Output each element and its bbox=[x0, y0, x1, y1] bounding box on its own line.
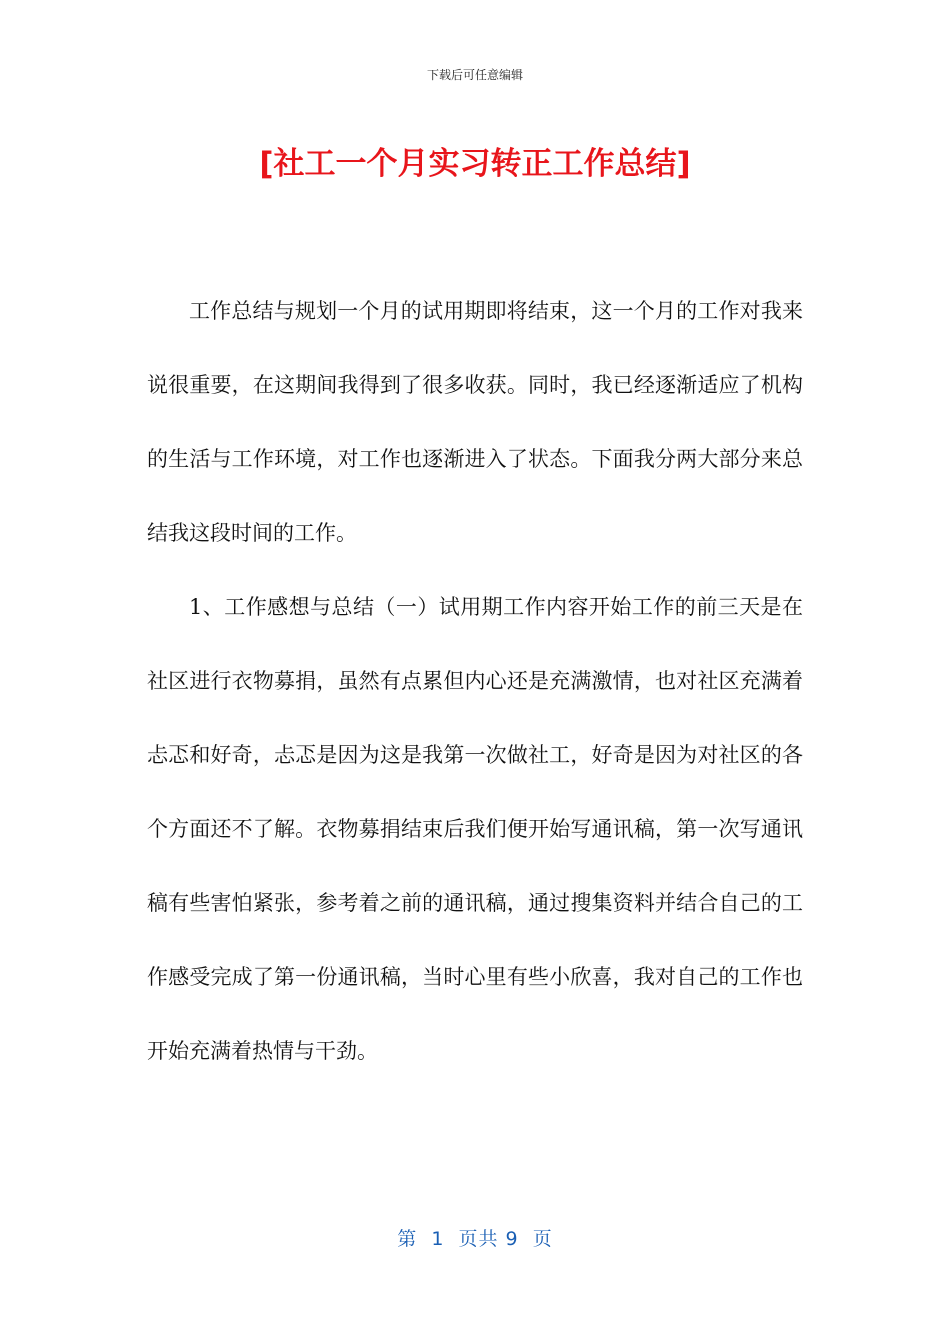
paragraph-work-reflection: 1、工作感想与总结（一）试用期工作内容开始工作的前三天是在社区进行衣物募捐，虽然有点累但内心还是充满激情，也对社区充满着忐忑和好奇，忐忑是因为这是我第一次做社工，好奇是因为对社区的各个方面还不了解。衣物募捐结束后我们便开始写通讯稿，第一次写通讯稿有些害怕紧张，参考着之前的通讯稿，通过搜集资料并结合自己的工作感受完成了第一份通讯稿，当时心里有些小欣喜，我对自己的工作也开始充满着热情与干劲。 bbox=[147, 595, 803, 1063]
paragraph-intro: 工作总结与规划一个月的试用期即将结束，这一个月的工作对我来说很重要，在这期间我得到了很多收获。同时，我已经逐渐适应了机构的生活与工作环境，对工作也逐渐进入了状态。下面我分两大部分来总结我这段时间的工作。 bbox=[147, 299, 803, 545]
header-note: 下载后可任意编辑 bbox=[426, 68, 523, 82]
page-number-footer: 第 1 页共 9 页 bbox=[397, 1228, 553, 1250]
document-body bbox=[147, 274, 803, 1088]
document-title: [社工一个月实习转正工作总结] bbox=[259, 146, 691, 182]
